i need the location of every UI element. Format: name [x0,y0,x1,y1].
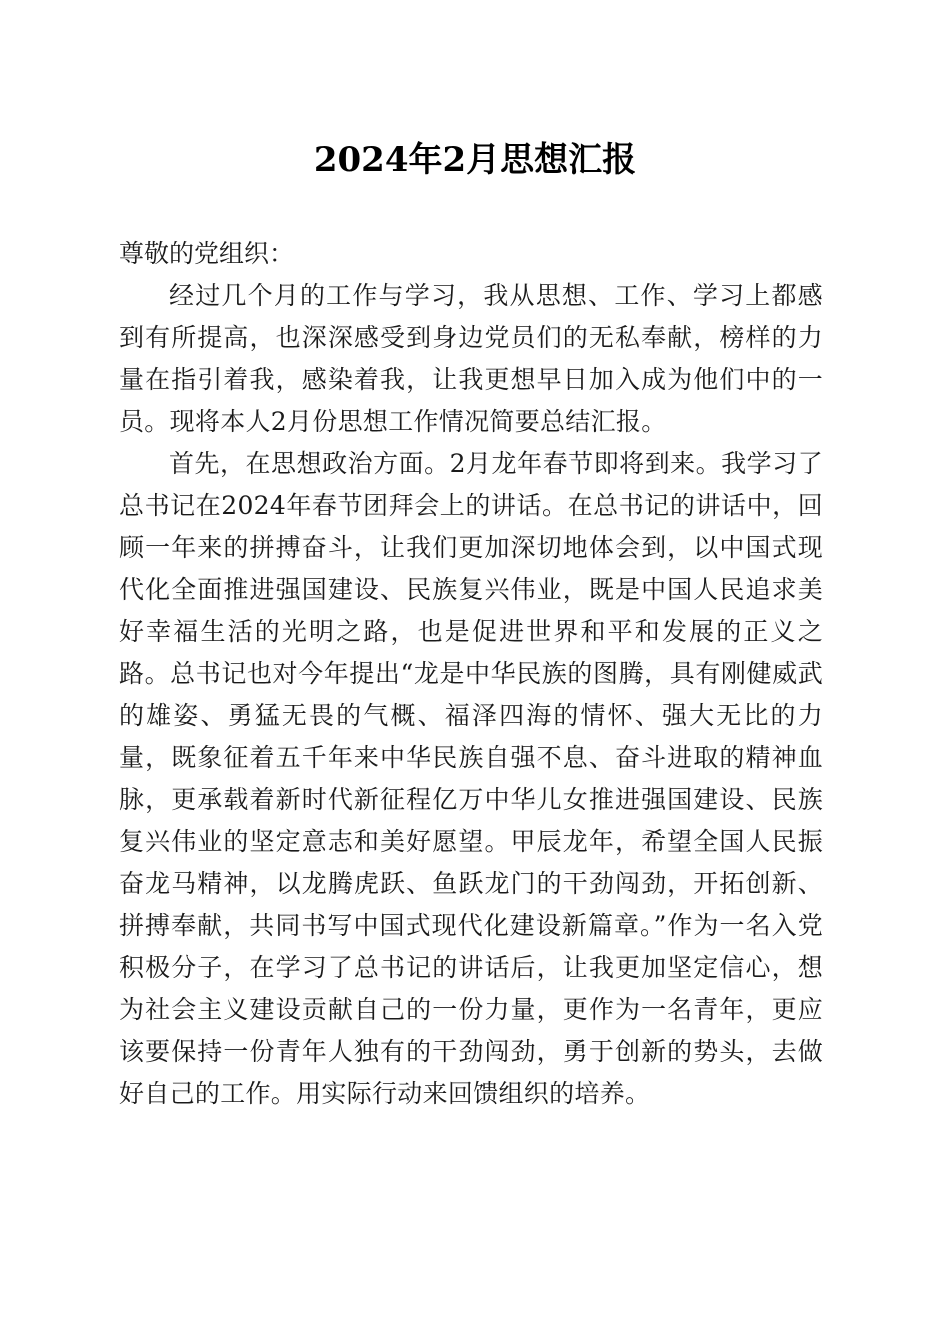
salutation: 尊敬的党组织： [119,239,295,268]
document-body [119,233,823,1115]
document-title: 2024年2月思想汇报 [313,140,637,180]
paragraph-political-thought: 首先，在思想政治方面。2月龙年春节即将到来。我学习了总书记在2024年春节团拜会上的讲话。在总书记的讲话中，回顾一年来的拼搏奋斗，让我们更加深切地体会到，以中国式现代化全面推进强国建设、民族复兴伟业，既是中国人民追求美好幸福生活的光明之路，也是促进世界和平和发展的正义之路。总书记也对今年提出“龙是中华民族的图腾，具有刚健威武的雄姿、勇猛无畏的气概、福泽四海的情怀、强大无比的力量，既象征着五千年来中华民族自强不息、奋斗进取的精神血脉，更承载着新时代新征程亿万中华儿女推进强国建设、民族复兴伟业的坚定意志和美好愿望。甲辰龙年，希望全国人民振奋龙马精神，以龙腾虎跃、鱼跃龙门的干劲闯劲，开拓创新、拼搏奉献，共同书写中国式现代化建设新篇章。”作为一名入党积极分子，在学习了总书记的讲话后，让我更加坚定信心，想为社会主义建设贡献自己的一份力量，更作为一名青年，更应该要保持一份青年人独有的干劲闯劲，勇于创新的势头，去做好自己的工作。用实际行动来回馈组织的培养。 [119,449,823,1108]
paragraph-intro: 经过几个月的工作与学习，我从思想、工作、学习上都感到有所提高，也深深感受到身边党员们的无私奉献，榜样的力量在指引着我，感染着我，让我更想早日加入成为他们中的一员。现将本人2月份思想工作情况简要总结汇报。 [119,281,823,436]
